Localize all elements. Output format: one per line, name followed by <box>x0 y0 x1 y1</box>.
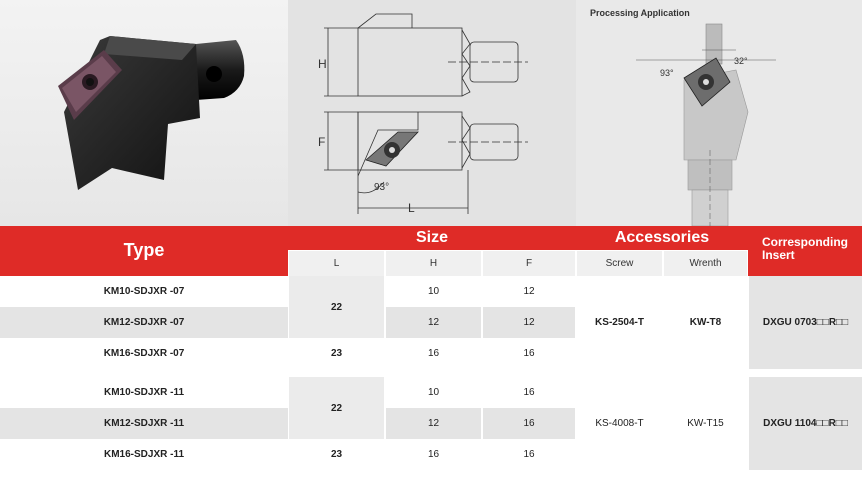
technical-drawing <box>288 0 576 226</box>
type-cell: KM10-SDJXR -11 <box>0 377 288 408</box>
angle-label: 93° <box>374 182 390 193</box>
l-cell-merged: 22 <box>289 377 384 439</box>
insert-cell: DXGU 0703□□R□□ <box>749 276 862 369</box>
l-cell: 23 <box>289 338 384 369</box>
type-header: Type <box>0 226 288 276</box>
h-cell: 10 <box>386 377 481 408</box>
f-cell: 12 <box>483 307 575 338</box>
type-cell: KM16-SDJXR -07 <box>0 338 288 369</box>
type-cell: KM12-SDJXR -11 <box>0 408 288 439</box>
wrench-cell: KW-T15 <box>664 377 747 470</box>
f-cell: 16 <box>483 439 575 470</box>
type-cell: KM16-SDJXR -11 <box>0 439 288 470</box>
h-cell: 16 <box>386 439 481 470</box>
dimension-f-label: F <box>318 135 326 149</box>
angle-right-label: 32° <box>734 56 748 66</box>
type-cell: KM10-SDJXR -07 <box>0 276 288 307</box>
wrench-cell: KW-T8 <box>664 276 747 369</box>
col-wrench: Wrenth <box>664 251 747 276</box>
dimension-h-label: H <box>318 57 327 71</box>
l-cell-merged: 22 <box>289 276 384 338</box>
tool-holder-illustration <box>0 0 288 226</box>
h-cell: 12 <box>386 307 481 338</box>
angle-left-label: 93° <box>660 68 674 78</box>
insert-header: Corresponding Insert <box>748 226 862 276</box>
product-photo <box>0 0 288 226</box>
application-illustration <box>576 0 862 226</box>
processing-application-title: Processing Application <box>590 8 690 18</box>
accessories-header: Accessories <box>576 226 748 250</box>
dimension-drawing <box>288 0 576 226</box>
group-separator <box>0 369 862 377</box>
screw-cell: KS-2504-T <box>577 276 662 369</box>
dimension-l-label: L <box>408 201 415 215</box>
l-cell: 23 <box>289 439 384 470</box>
col-f: F <box>483 251 575 276</box>
processing-application-panel <box>576 0 862 226</box>
screw-cell: KS-4008-T <box>577 377 662 470</box>
f-cell: 16 <box>483 338 575 369</box>
f-cell: 12 <box>483 276 575 307</box>
h-cell: 16 <box>386 338 481 369</box>
f-cell: 16 <box>483 408 575 439</box>
h-cell: 12 <box>386 408 481 439</box>
h-cell: 10 <box>386 276 481 307</box>
col-screw: Screw <box>577 251 662 276</box>
product-images <box>0 0 862 226</box>
type-cell: KM12-SDJXR -07 <box>0 307 288 338</box>
col-l: L <box>289 251 384 276</box>
size-header: Size <box>288 226 576 250</box>
f-cell: 16 <box>483 377 575 408</box>
col-h: H <box>386 251 481 276</box>
insert-cell: DXGU 1104□□R□□ <box>749 377 862 470</box>
